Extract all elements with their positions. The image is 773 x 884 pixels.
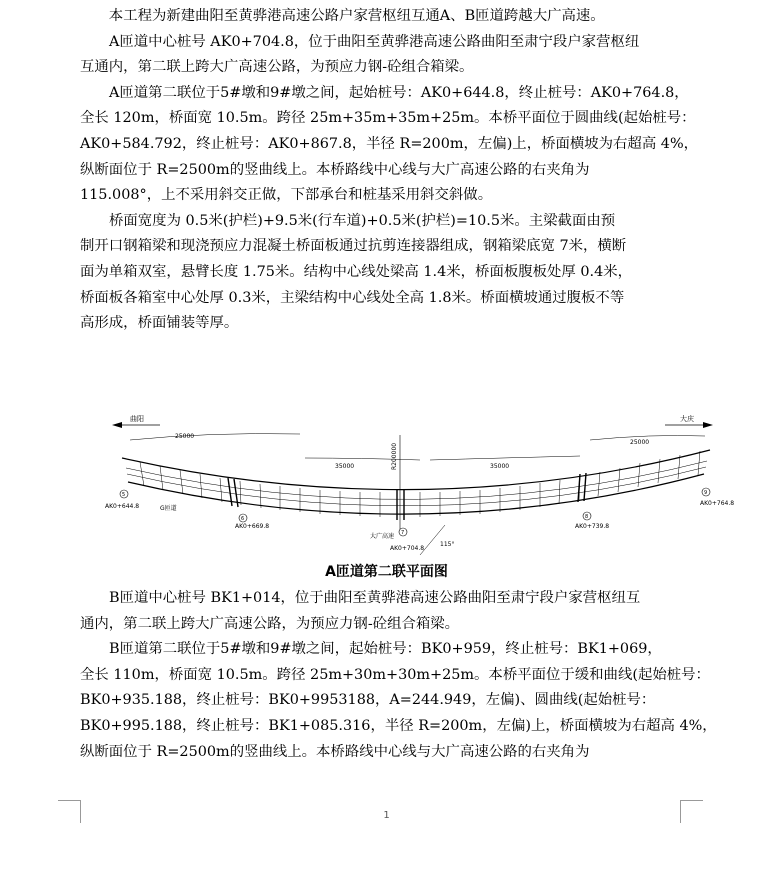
text-line: 全长 120m，桥面宽 10.5m。跨径 25m+35m+35m+25m。本桥平面位于圆曲线(起始桩号： — [80, 110, 696, 127]
angle-label: 115° — [440, 541, 455, 548]
pier-5-label: 5 — [122, 492, 126, 498]
station-6-label: AK0+669.8 — [235, 523, 270, 530]
bottom-text-block — [80, 586, 717, 765]
text-line: 制开口钢箱梁和现浇预应力混凝土桥面板通过抗剪连接器组成，钢箱梁底宽 7米，横断 — [80, 238, 627, 255]
dim-label-3: 35000 — [490, 463, 510, 470]
paragraph-intro — [80, 4, 680, 30]
page-number: 1 — [383, 810, 390, 821]
pier-9-label: 9 — [704, 490, 708, 496]
text-line: 本工程为新建曲阳至黄骅港高速公路户家营枢纽互通A、B匝道跨越大广高速。 — [108, 8, 605, 24]
text-line: 通内，第二联上跨大广高速公路，为预应力钢-砼组合箱梁。 — [80, 615, 460, 632]
text-line: 纵断面位于 R=2500m的竖曲线上。本桥路线中心线与大广高速公路的右夹角为 — [80, 743, 590, 760]
text-line: BK0+935.188，终止桩号：BK0+9953188，A=244.949，左偏)、圆曲线(起始桩号： — [80, 692, 656, 709]
paragraph-b-ramp-location — [80, 586, 680, 637]
dim-label-2: 35000 — [335, 463, 355, 470]
text-line: B匝道中心桩号 BK1+014，位于曲阳至黄骅港高速公路曲阳至肃宁段户家营枢纽互 — [109, 590, 641, 606]
pier-6-label: 6 — [241, 516, 245, 522]
station-start-label: AK0+644.8 — [105, 503, 140, 510]
left-direction-label: 曲阳 — [130, 415, 144, 423]
highway-label: 大广高速 — [370, 533, 395, 540]
g-ramp-label: G匝道 — [160, 505, 177, 512]
dim-label-1: 25000 — [175, 433, 195, 440]
station-8-label: AK0+739.8 — [575, 523, 610, 530]
text-line: 互通内，第二联上跨大广高速公路，为预应力钢-砼组合箱梁。 — [80, 59, 474, 76]
radius-label: R200000 — [391, 442, 398, 470]
text-line: A匝道中心桩号 AK0+704.8，位于曲阳至黄骅港高速公路曲阳至肃宁段户家营枢纽 — [109, 33, 640, 50]
paragraph-a-ramp-location — [80, 30, 680, 81]
text-line: A匝道第二联位于5#墩和9#墩之间，起始桩号：AK0+644.8，终止桩号：AK0+764.8， — [109, 84, 689, 101]
figure-caption: A匝道第二联平面图 — [325, 564, 448, 580]
top-text-block — [80, 4, 699, 337]
text-line: 桥面宽度为 0.5米(护栏)+9.5米(行车道)+0.5米(护栏)=10.5米。主梁截面由预 — [109, 212, 616, 229]
text-line: AK0+584.792，终止桩号：AK0+867.8，半径 R=200m，左偏)上，桥面横坡为右超高 4%， — [80, 135, 699, 152]
text-line: 面为单箱双室，悬臂长度 1.75米。结构中心线处梁高 1.4米，桥面板腹板处厚 0.4米， — [80, 263, 633, 280]
text-line: 纵断面位于 R=2500m的竖曲线上。本桥路线中心线与大广高速公路的右夹角为 — [80, 161, 590, 178]
right-direction-label: 大庆 — [680, 415, 694, 423]
text-line: B匝道第二联位于5#墩和9#墩之间，起始桩号：BK0+959，终止桩号：BK1+069， — [109, 641, 662, 658]
text-line: BK0+995.188，终止桩号：BK1+085.316，半径 R=200m，左偏)上，桥面横坡为右超高 4%， — [80, 717, 717, 734]
pier-8-label: 8 — [585, 514, 589, 520]
bridge-plan-drawing — [100, 410, 740, 560]
dim-label-4: 25000 — [630, 439, 650, 446]
paragraph-a-ramp-spans — [80, 81, 699, 209]
pier-7-label: 7 — [401, 530, 405, 536]
station-7-label: AK0+704.8 — [390, 545, 425, 552]
text-line: 全长 110m，桥面宽 10.5m。跨径 25m+30m+30m+25m。本桥平面位于缓和曲线(起始桩号： — [80, 666, 710, 683]
text-line: 高形成，桥面铺装等厚。 — [80, 315, 239, 332]
paragraph-b-ramp-spans — [80, 637, 717, 765]
text-line: 115.008°，上不采用斜交正做，下部承台和桩基采用斜交斜做。 — [80, 187, 493, 204]
station-end-label: AK0+764.8 — [700, 500, 735, 507]
paragraph-deck-section — [80, 209, 680, 337]
text-line: 桥面板各箱室中心处厚 0.3米，主梁结构中心线处全高 1.8米。桥面横坡通过腹板不等 — [80, 289, 625, 306]
